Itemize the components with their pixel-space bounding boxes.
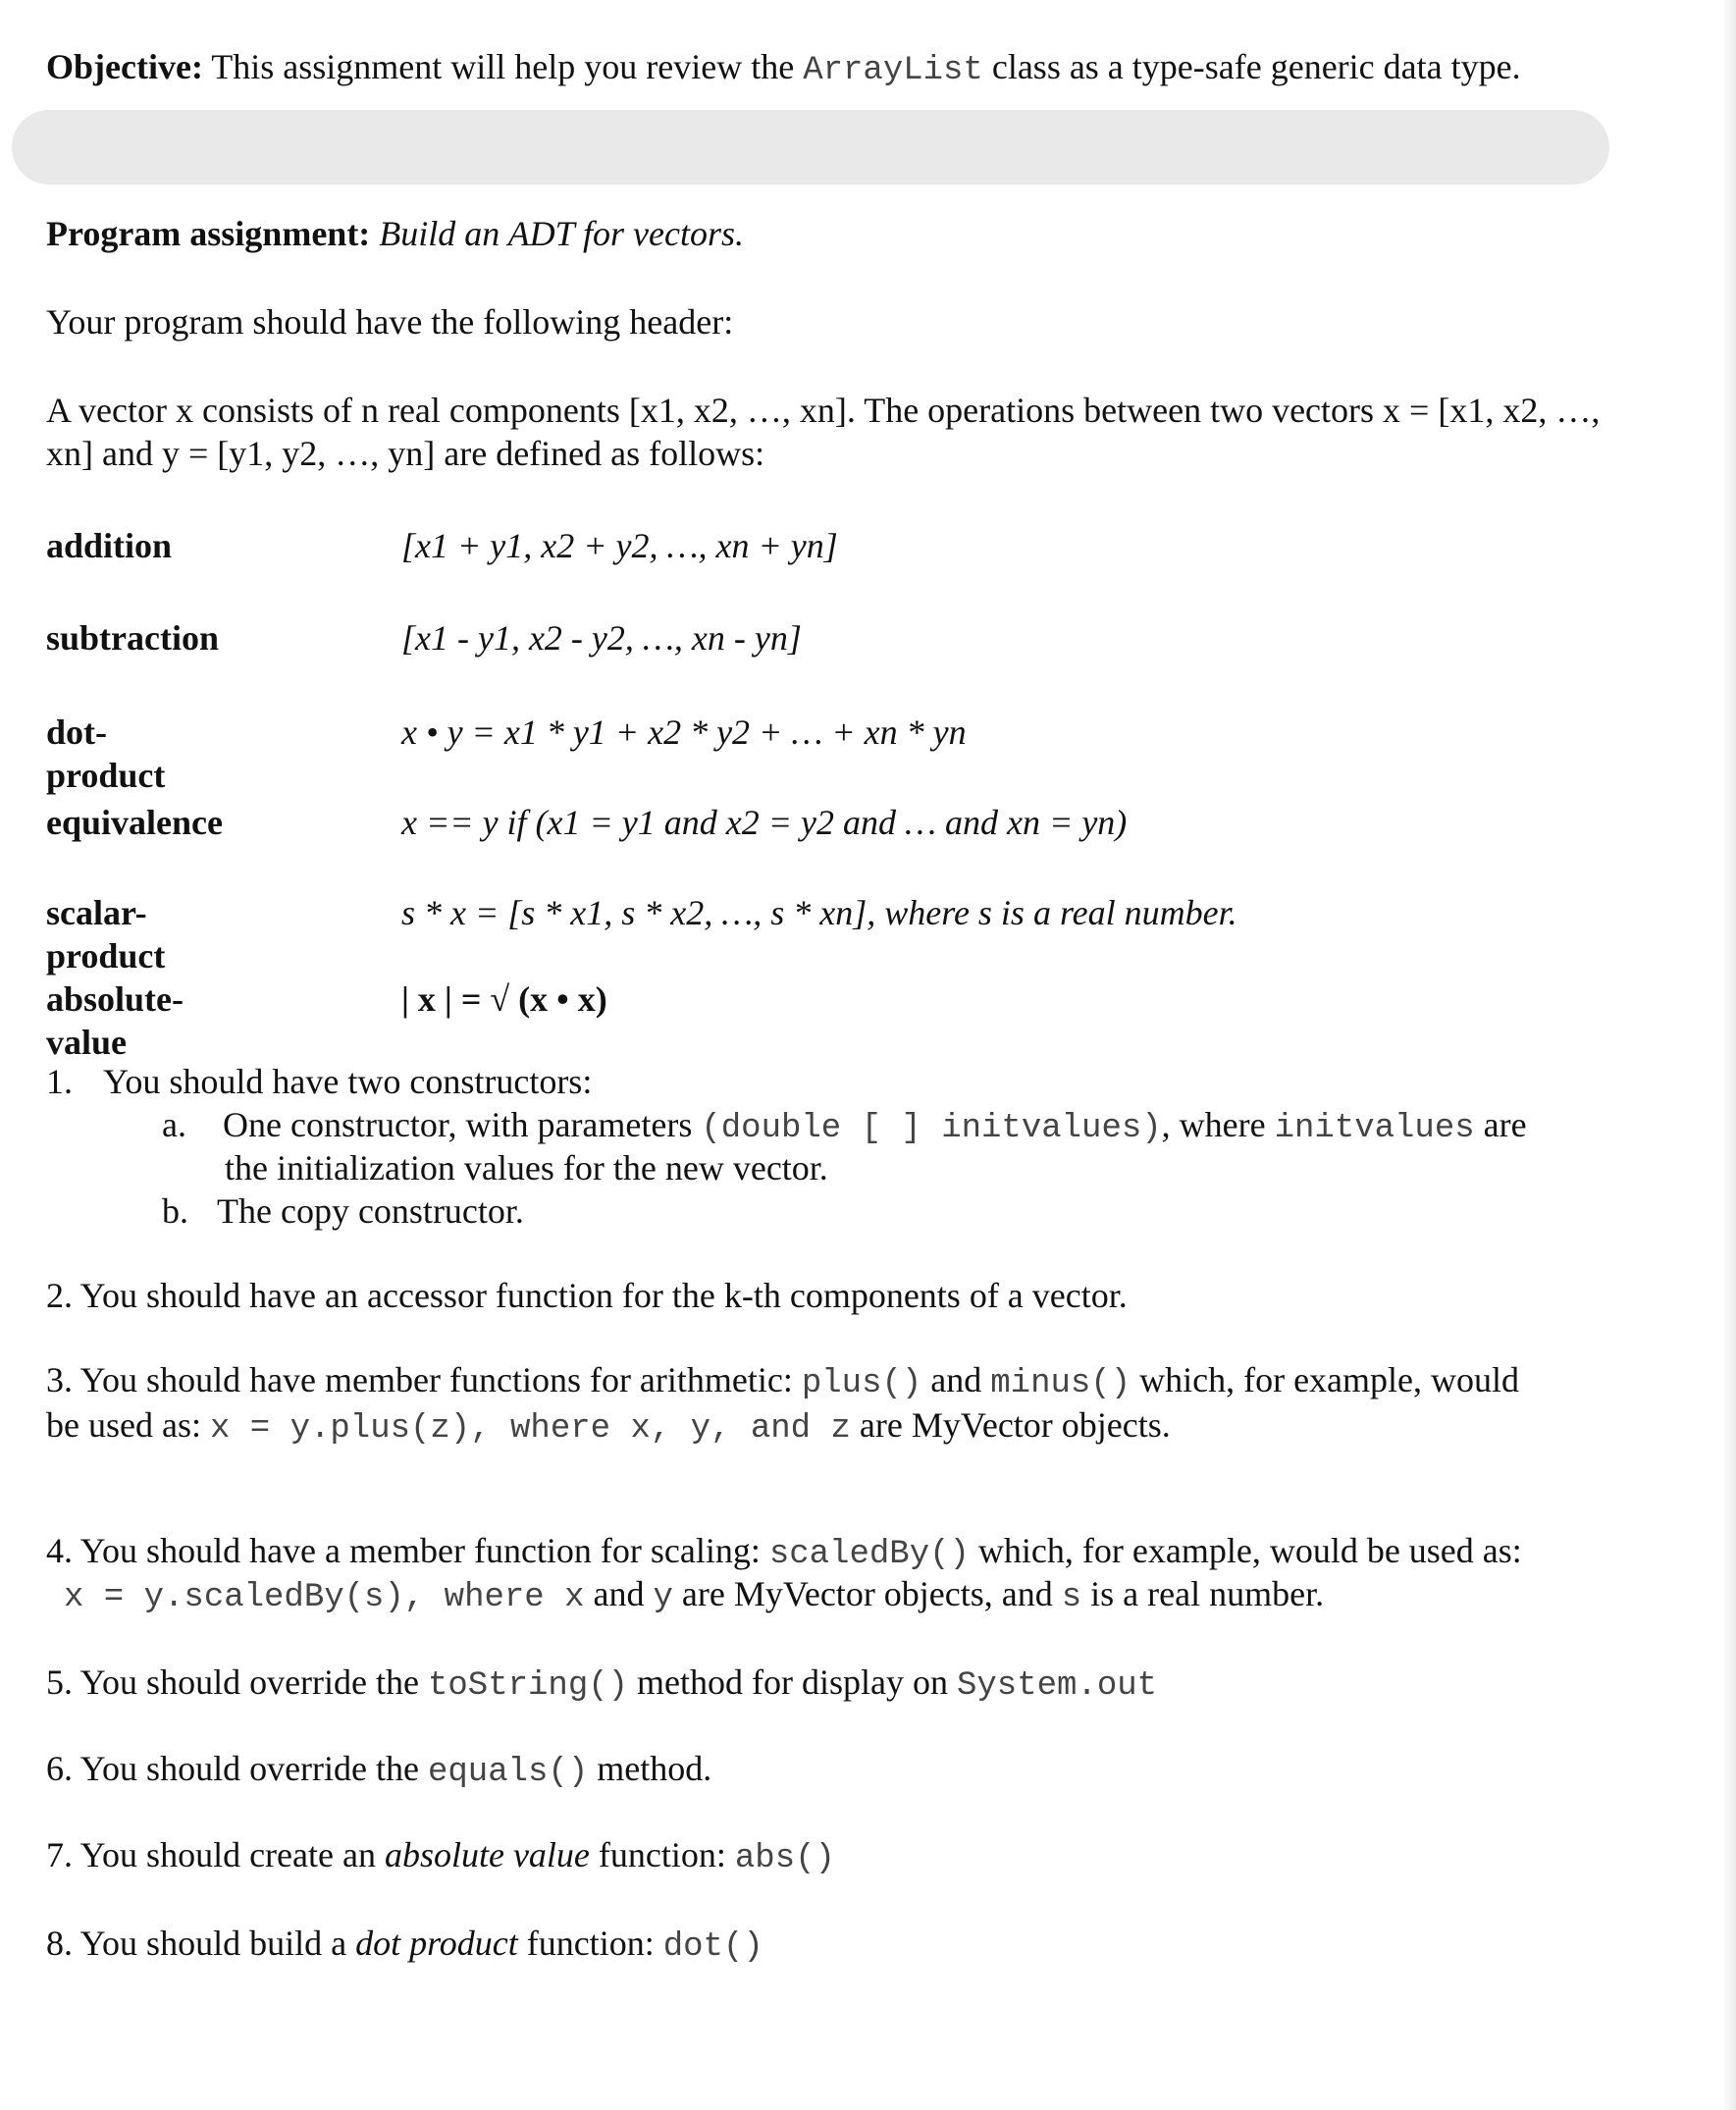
requirement-4-line2-and: and — [593, 1574, 645, 1613]
requirement-1a-code2: initvalues — [1274, 1110, 1475, 1147]
requirement-1b — [162, 1189, 524, 1233]
requirement-1a-label: a. — [162, 1105, 186, 1144]
header-text: Your program should have the following header: — [46, 302, 734, 342]
assignment-title: Build an ADT for vectors. — [379, 214, 744, 253]
requirement-4-line1 — [46, 1529, 1522, 1576]
requirement-3-line2-code: x = y.plus(z), where x, y, and z — [209, 1410, 851, 1448]
requirement-6-after: method. — [597, 1749, 712, 1788]
requirement-7-emph: absolute value — [384, 1835, 590, 1874]
requirement-3-code-minus: minus() — [990, 1365, 1131, 1402]
requirement-1a-after: are — [1483, 1105, 1527, 1144]
requirement-3-text: 3. You should have member functions for arithmetic: — [46, 1360, 793, 1399]
requirement-5 — [46, 1661, 1157, 1708]
requirement-3-line2 — [46, 1403, 1171, 1451]
requirement-3-line1 — [46, 1358, 1519, 1405]
requirement-5-mid: method for display on — [637, 1662, 948, 1702]
requirement-4-after: which, for example, would be used as: — [977, 1531, 1522, 1570]
requirement-1-line — [46, 1060, 592, 1103]
requirement-8-text: 8. You should build a — [46, 1924, 347, 1963]
definition-value: [x1 - y1, x2 - y2, …, xn - yn] — [401, 618, 802, 658]
definition-value: s * x = [s * x1, s * x2, …, s * xn], where s is a real number. — [401, 893, 1237, 932]
requirement-6-code: equals() — [428, 1754, 589, 1791]
requirement-1-number: 1. — [46, 1062, 73, 1101]
requirement-7-code: abs() — [734, 1840, 835, 1877]
definition-term: dot-product — [46, 712, 166, 795]
requirement-1-text: You should have two constructors: — [103, 1062, 593, 1101]
requirement-7 — [46, 1833, 835, 1880]
definition-value: | x | = √ (x • x) — [401, 979, 607, 1019]
objective-code: ArrayList — [803, 52, 983, 89]
requirement-5-code2: System.out — [957, 1667, 1158, 1705]
requirement-4-line2-after: is a real number. — [1090, 1574, 1325, 1613]
page-edge-shadow — [1722, 0, 1736, 2110]
definition-term: equivalence — [46, 803, 223, 842]
requirement-4-line2 — [64, 1572, 1324, 1619]
definition-value: [x1 + y1, x2 + y2, …, xn + yn] — [401, 526, 838, 565]
requirement-6-text: 6. You should override the — [46, 1749, 419, 1788]
requirement-3-and: and — [930, 1360, 982, 1399]
objective-label: Objective: — [46, 47, 203, 86]
definition-term: addition — [46, 526, 173, 565]
requirement-4-code: scaledBy() — [768, 1536, 970, 1573]
requirement-7-text: 7. You should create an — [46, 1835, 376, 1874]
requirement-1a-code: (double [ ] initvalues) — [701, 1110, 1162, 1147]
objective-line — [46, 45, 1521, 92]
requirement-5-text: 5. You should override the — [46, 1662, 419, 1702]
objective-text-after: class as a type-safe generic data type. — [991, 47, 1521, 86]
requirement-3-line2-before: be used as: — [46, 1405, 201, 1445]
requirement-2: 2. You should have an accessor function for the k-th components of a vector. — [46, 1276, 1128, 1315]
definition-value: x • y = x1 * y1 + x2 * y2 + … + xn * yn — [401, 712, 967, 752]
requirement-6 — [46, 1747, 711, 1794]
requirement-1a-mid: , where — [1161, 1105, 1266, 1144]
requirement-4-line2-mid: are MyVector objects, and — [681, 1574, 1053, 1613]
definition-term: subtraction — [46, 618, 220, 658]
definition-value: x == y if (x1 = y1 and x2 = y2 and … and xn = yn) — [401, 803, 1128, 842]
requirement-1b-label: b. — [162, 1191, 188, 1231]
assignment-label: Program assignment: — [46, 214, 371, 253]
vector-intro-line1: A vector x consists of n real components [x1, x2, …, xn]. The operations between two vectors x = [x1, x2, …, — [46, 391, 1601, 430]
requirement-8-emph: dot product — [355, 1924, 518, 1963]
requirement-1a-text: One constructor, with parameters — [222, 1105, 693, 1144]
requirement-4-line2-code: x = y.scaledBy(s), where x — [64, 1579, 585, 1616]
requirement-8 — [46, 1922, 763, 1969]
requirement-1b-text: The copy constructor. — [217, 1191, 524, 1231]
vector-intro-line2: xn] and y = [y1, y2, …, yn] are defined as follows: — [46, 434, 765, 473]
requirement-8-code: dot() — [662, 1928, 763, 1966]
assignment-line — [46, 212, 744, 255]
requirement-1a — [162, 1103, 1527, 1150]
objective-text-before: This assignment will help you review the — [211, 47, 795, 86]
requirement-3-after: which, for example, would — [1139, 1360, 1520, 1399]
requirement-4-line2-code2: y — [653, 1579, 673, 1616]
redacted-region — [12, 110, 1609, 185]
requirement-8-after: function: — [526, 1924, 655, 1963]
requirement-3-line2-after: are MyVector objects. — [859, 1405, 1171, 1445]
requirement-4-line2-code3: s — [1061, 1579, 1082, 1616]
definition-term: absolute-value — [46, 979, 184, 1062]
definition-term: scalar-product — [46, 893, 166, 976]
requirement-7-after: function: — [598, 1835, 726, 1874]
requirement-4-text: 4. You should have a member function for scaling: — [46, 1531, 761, 1570]
requirement-3-code-plus: plus() — [801, 1365, 922, 1402]
requirement-1a-line2: the initialization values for the new vector. — [225, 1148, 828, 1187]
requirement-5-code: toString() — [428, 1667, 629, 1705]
